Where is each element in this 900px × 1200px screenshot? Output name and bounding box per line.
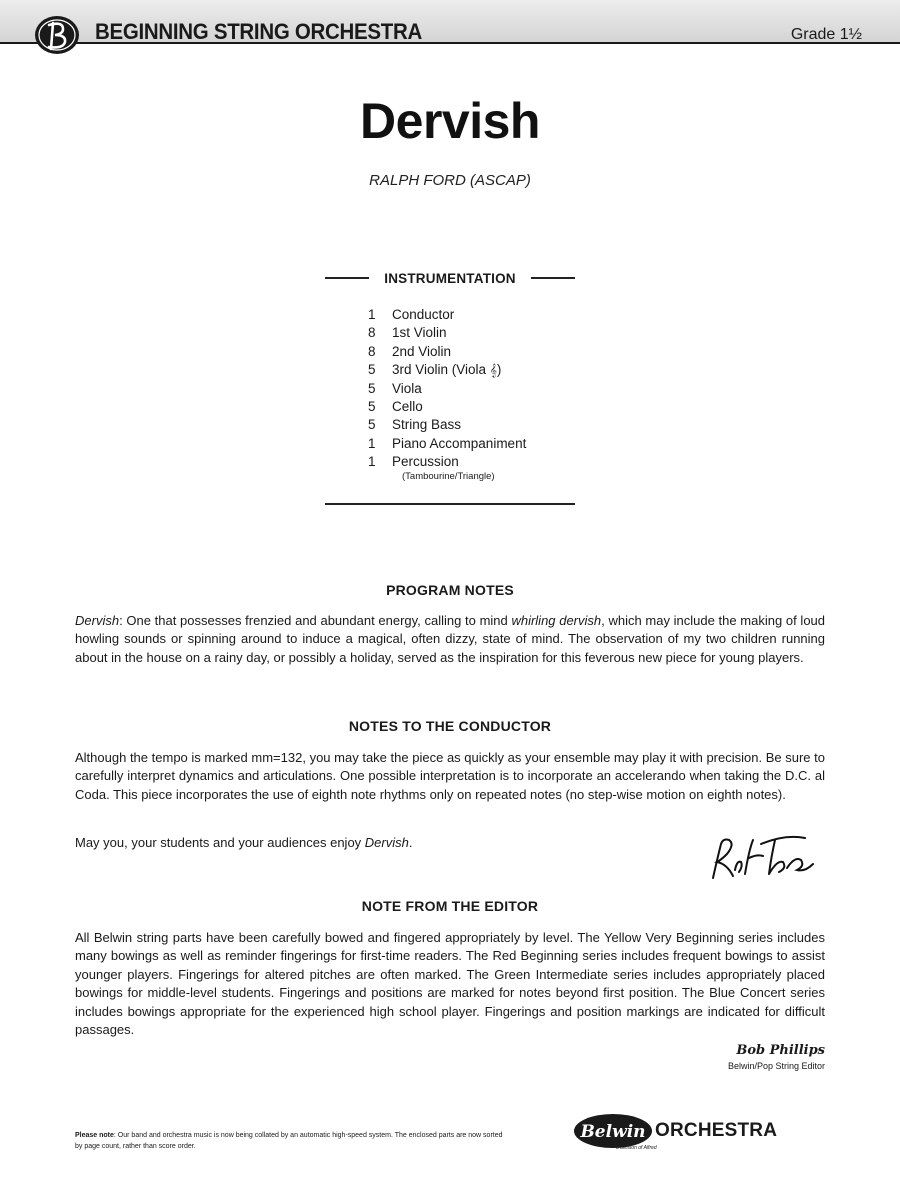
instrument-quantity: 1 [368,454,376,470]
editor-note-heading: NOTE FROM THE EDITOR [361,898,539,914]
editor-name: Bob Phillips [736,1043,825,1058]
piece-title: Dervish [360,93,540,149]
list-item [368,306,588,324]
list-item [368,416,588,434]
instrument-quantity: 5 [368,380,376,396]
instrument-quantity: 8 [368,343,376,359]
editor-role: Belwin/Pop String Editor [727,1061,825,1071]
program-notes-heading: PROGRAM NOTES [386,582,514,598]
instrument-quantity: 5 [368,417,376,433]
list-item [368,380,588,398]
closing-emphasis: Dervish [364,835,409,850]
instrument-quantity: 5 [368,399,376,415]
program-notes-text: Dervish: One that possesses frenzied and abundant energy, calling to mind whirling dervish, which may include the making of loud howling sounds or spinning around to induce a magical, often dizzy, state of mind. The observation of my two children running about in the house on a rainy day, or possibly a holiday, served as the inspiration for this feverous new piece for young players. [75,613,826,665]
instrument-quantity: 1 [368,435,376,451]
list-item [368,361,588,379]
program-notes-term: Dervish [75,613,120,628]
conductor-notes-heading: NOTES TO THE CONDUCTOR [348,718,552,734]
publisher-subtitle: a division of Alfred [616,1145,657,1151]
instrument-quantity: 1 [368,307,376,322]
instrument-name: 2nd Violin [392,343,452,359]
divider [325,503,575,505]
svg-text:Belwin: Belwin [580,1122,646,1142]
treble-clef-icon: 𝄞 [489,363,497,378]
instrument-name: Piano Accompaniment [392,435,527,451]
instrument-name: Percussion [392,454,459,470]
list-item [368,343,588,361]
instrument-name: Viola [392,380,422,396]
composer-signature [705,830,820,885]
list-item [368,324,588,342]
instrumentation-heading-row [325,270,575,286]
instrument-quantity: 5 [368,362,376,378]
divider [531,277,575,279]
instrument-name: 1st Violin [392,325,447,341]
conductor-closing-text: May you, your students and your audiences enjoy Dervish. [75,835,413,850]
instrument-name: Cello [392,399,423,415]
instrument-name: Conductor [392,307,455,322]
instrumentation-list [368,306,588,483]
composer: RALPH FORD (ASCAP) [369,172,531,189]
percussion-note: (Tambourine/Triangle) [402,470,495,482]
conductor-notes-text: Although the tempo is marked mm=132, you may take the piece as quickly as your ensemble may play it with precision. Be sure to carefully interpret dynamics and articulations. One possible interpretation is to incorporate an accelerando when taking the D.C. al Coda. This piece incorporates the use of eighth note rhythms only on repeated notes (no step-wise motion on eighth notes). [75,750,825,802]
program-notes-emphasis: whirling dervish [511,613,602,628]
editor-note-text: All Belwin string parts have been carefully bowed and fingered appropriately by level. The Yellow Very Beginning series includes many bowings as well as reminder fingerings for first-time readers. The Red Beginning series includes frequent bowings to assist younger players. Fingerings for altered pitches are often marked. The Green Intermediate series includes appropriately placed bowings for middle-level students. Fingerings and positions are marked for notes beyond first position. The Blue Concert series includes bowings appropriate for the experienced high school player. Fingerings and position markings are indicated for difficult passages. [75,930,825,1038]
divider [325,277,369,279]
series-title: BEGINNING STRING ORCHESTRA [95,19,422,44]
instrumentation-heading: INSTRUMENTATION [384,270,516,286]
list-item [368,435,588,453]
list-item [368,398,588,416]
instrument-name: 3rd Violin (Viola 𝄞) [392,362,502,378]
instrument-quantity: 8 [368,325,376,341]
grade-label: Grade 1½ [790,26,862,43]
collation-footnote: Please note: Our band and orchestra music is now being collated by an automatic high-speed system. The enclosed parts are now sorted by page count, rather than score order. [75,1132,503,1150]
publisher-name: ORCHESTRA [655,1120,778,1141]
b-treble-clef-logo-icon [33,13,81,57]
list-item [368,453,588,471]
instrument-name: String Bass [392,417,462,433]
